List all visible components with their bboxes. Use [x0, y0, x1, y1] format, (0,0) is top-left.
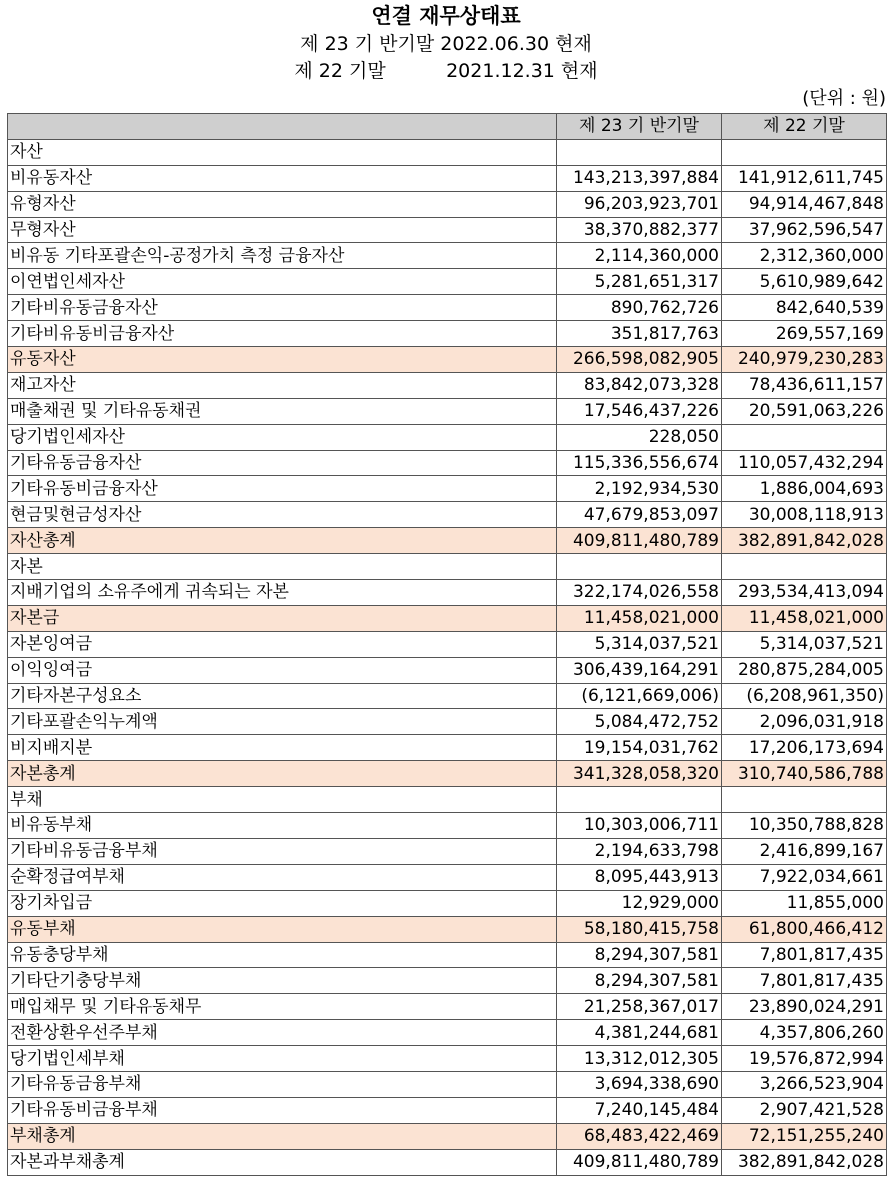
account-label: 기타비유동금융자산: [8, 295, 557, 321]
account-label: 유동부채: [8, 916, 557, 942]
current-period-value: 143,213,397,884: [557, 165, 722, 191]
table-row: [8, 968, 887, 994]
table-row: [8, 631, 887, 657]
prior-period-value: 17,206,173,694: [722, 735, 887, 761]
prior-period-value: 19,576,872,994: [722, 1046, 887, 1072]
account-label: 유동충당부채: [8, 942, 557, 968]
prior-period-value: 72,151,255,240: [722, 1123, 887, 1149]
account-label: 유형자산: [8, 191, 557, 217]
prior-period-value: 23,890,024,291: [722, 994, 887, 1020]
account-label: 비유동 기타포괄손익-공정가치 측정 금융자산: [8, 243, 557, 269]
account-label: 자본금: [8, 605, 557, 631]
prior-period-value: [722, 139, 887, 165]
current-period-value: 11,458,021,000: [557, 605, 722, 631]
account-label: 전환상환우선주부채: [8, 1020, 557, 1046]
account-label: 당기법인세자산: [8, 424, 557, 450]
account-label: 비유동부채: [8, 813, 557, 839]
prior-period-value: 11,855,000: [722, 890, 887, 916]
table-row: [8, 321, 887, 347]
table-row: [8, 217, 887, 243]
current-period-value: 7,240,145,484: [557, 1097, 722, 1123]
table-row: [8, 916, 887, 942]
table-row: [8, 683, 887, 709]
period-current: 제 23 기 반기말 2022.06.30 현재: [300, 33, 592, 55]
account-label: 기타유동비금융자산: [8, 476, 557, 502]
prior-period-value: 11,458,021,000: [722, 605, 887, 631]
account-label: 매출채권 및 기타유동채권: [8, 398, 557, 424]
table-row: [8, 657, 887, 683]
column-header-current: 제 23 기 반기말: [557, 114, 722, 140]
table-row: [8, 269, 887, 295]
current-period-value: 306,439,164,291: [557, 657, 722, 683]
current-period-value: [557, 787, 722, 813]
table-row: [8, 761, 887, 787]
current-period-value: 21,258,367,017: [557, 994, 722, 1020]
balance-sheet-table: [7, 113, 887, 1176]
prior-period-value: 280,875,284,005: [722, 657, 887, 683]
account-label: 자본총계: [8, 761, 557, 787]
current-period-value: 58,180,415,758: [557, 916, 722, 942]
prior-period-value: 2,096,031,918: [722, 709, 887, 735]
table-row: [8, 942, 887, 968]
table-row: [8, 1071, 887, 1097]
table-row: [8, 735, 887, 761]
current-period-value: 68,483,422,469: [557, 1123, 722, 1149]
prior-period-value: 141,912,611,745: [722, 165, 887, 191]
current-period-value: (6,121,669,006): [557, 683, 722, 709]
table-row: [8, 528, 887, 554]
table-row: [8, 605, 887, 631]
prior-period-value: [722, 554, 887, 580]
current-period-value: 8,294,307,581: [557, 968, 722, 994]
table-row: [8, 554, 887, 580]
table-row: [8, 450, 887, 476]
period-prior: 제 22 기말 2021.12.31 현재: [294, 60, 598, 82]
table-row: [8, 347, 887, 373]
table-row: [8, 191, 887, 217]
table-row: [8, 994, 887, 1020]
prior-period-value: 2,416,899,167: [722, 838, 887, 864]
prior-period-value: 5,610,989,642: [722, 269, 887, 295]
prior-period-value: 310,740,586,788: [722, 761, 887, 787]
account-label: 재고자산: [8, 372, 557, 398]
current-period-value: 228,050: [557, 424, 722, 450]
current-period-value: 266,598,082,905: [557, 347, 722, 373]
account-label: 기타유동금융자산: [8, 450, 557, 476]
current-period-value: 5,281,651,317: [557, 269, 722, 295]
account-label: 무형자산: [8, 217, 557, 243]
account-label: 자본: [8, 554, 557, 580]
table-row: [8, 398, 887, 424]
column-header-account: [8, 114, 557, 140]
table-row: [8, 787, 887, 813]
prior-period-value: 2,312,360,000: [722, 243, 887, 269]
account-label: 부채총계: [8, 1123, 557, 1149]
current-period-value: 115,336,556,674: [557, 450, 722, 476]
current-period-value: 341,328,058,320: [557, 761, 722, 787]
account-label: 비유동자산: [8, 165, 557, 191]
account-label: 유동자산: [8, 347, 557, 373]
prior-period-value: 78,436,611,157: [722, 372, 887, 398]
account-label: 기타비유동비금융자산: [8, 321, 557, 347]
account-label: 기타자본구성요소: [8, 683, 557, 709]
table-row: [8, 476, 887, 502]
table-row: [8, 890, 887, 916]
table-row: [8, 838, 887, 864]
account-label: 자본잉여금: [8, 631, 557, 657]
table-row: [8, 139, 887, 165]
table-row: [8, 1123, 887, 1149]
account-label: 지배기업의 소유주에게 귀속되는 자본: [8, 580, 557, 606]
table-row: [8, 1149, 887, 1175]
table-row: [8, 709, 887, 735]
prior-period-value: 382,891,842,028: [722, 1149, 887, 1175]
prior-period-value: 61,800,466,412: [722, 916, 887, 942]
prior-period-value: 94,914,467,848: [722, 191, 887, 217]
current-period-value: 19,154,031,762: [557, 735, 722, 761]
current-period-value: 96,203,923,701: [557, 191, 722, 217]
account-label: 기타비유동금융부채: [8, 838, 557, 864]
current-period-value: 409,811,480,789: [557, 1149, 722, 1175]
prior-period-value: 10,350,788,828: [722, 813, 887, 839]
account-label: 순확정급여부채: [8, 864, 557, 890]
account-label: 기타포괄손익누계액: [8, 709, 557, 735]
current-period-value: 2,194,633,798: [557, 838, 722, 864]
current-period-value: 12,929,000: [557, 890, 722, 916]
current-period-value: 351,817,763: [557, 321, 722, 347]
account-label: 매입채무 및 기타유동채무: [8, 994, 557, 1020]
current-period-value: 3,694,338,690: [557, 1071, 722, 1097]
table-row: [8, 1020, 887, 1046]
prior-period-value: 842,640,539: [722, 295, 887, 321]
current-period-value: 4,381,244,681: [557, 1020, 722, 1046]
prior-period-value: 110,057,432,294: [722, 450, 887, 476]
current-period-value: 409,811,480,789: [557, 528, 722, 554]
prior-period-value: 269,557,169: [722, 321, 887, 347]
table-row: [8, 1046, 887, 1072]
current-period-value: 47,679,853,097: [557, 502, 722, 528]
prior-period-value: 240,979,230,283: [722, 347, 887, 373]
account-label: 당기법인세부채: [8, 1046, 557, 1072]
table-row: [8, 295, 887, 321]
account-label: 기타단기충당부채: [8, 968, 557, 994]
account-label: 자본과부채총계: [8, 1149, 557, 1175]
prior-period-value: 382,891,842,028: [722, 528, 887, 554]
table-row: [8, 864, 887, 890]
current-period-value: 2,192,934,530: [557, 476, 722, 502]
table-header-row: [8, 114, 887, 140]
unit-label: (단위 : 원): [802, 88, 886, 109]
account-label: 부채: [8, 787, 557, 813]
table-row: [8, 424, 887, 450]
statement-title: 연결 재무상태표: [371, 4, 521, 28]
prior-period-value: (6,208,961,350): [722, 683, 887, 709]
table-row: [8, 1097, 887, 1123]
prior-period-value: 37,962,596,547: [722, 217, 887, 243]
current-period-value: 5,084,472,752: [557, 709, 722, 735]
current-period-value: 83,842,073,328: [557, 372, 722, 398]
current-period-value: 10,303,006,711: [557, 813, 722, 839]
column-header-prior: 제 22 기말: [722, 114, 887, 140]
current-period-value: 2,114,360,000: [557, 243, 722, 269]
account-label: 기타유동금융부채: [8, 1071, 557, 1097]
current-period-value: 8,095,443,913: [557, 864, 722, 890]
prior-period-value: 30,008,118,913: [722, 502, 887, 528]
prior-period-value: 7,801,817,435: [722, 968, 887, 994]
account-label: 자산총계: [8, 528, 557, 554]
prior-period-value: 7,801,817,435: [722, 942, 887, 968]
prior-period-value: 4,357,806,260: [722, 1020, 887, 1046]
prior-period-value: 293,534,413,094: [722, 580, 887, 606]
prior-period-value: 1,886,004,693: [722, 476, 887, 502]
current-period-value: 13,312,012,305: [557, 1046, 722, 1072]
account-label: 이연법인세자산: [8, 269, 557, 295]
account-label: 현금및현금성자산: [8, 502, 557, 528]
current-period-value: 5,314,037,521: [557, 631, 722, 657]
prior-period-value: 5,314,037,521: [722, 631, 887, 657]
current-period-value: 8,294,307,581: [557, 942, 722, 968]
prior-period-value: 7,922,034,661: [722, 864, 887, 890]
table-row: [8, 165, 887, 191]
prior-period-value: 20,591,063,226: [722, 398, 887, 424]
current-period-value: 38,370,882,377: [557, 217, 722, 243]
current-period-value: 17,546,437,226: [557, 398, 722, 424]
account-label: 비지배지분: [8, 735, 557, 761]
account-label: 장기차입금: [8, 890, 557, 916]
current-period-value: [557, 554, 722, 580]
prior-period-value: [722, 787, 887, 813]
table-row: [8, 502, 887, 528]
prior-period-value: 3,266,523,904: [722, 1071, 887, 1097]
table-row: [8, 243, 887, 269]
account-label: 자산: [8, 139, 557, 165]
current-period-value: [557, 139, 722, 165]
account-label: 기타유동비금융부채: [8, 1097, 557, 1123]
current-period-value: 890,762,726: [557, 295, 722, 321]
table-body: [8, 139, 887, 1175]
table-row: [8, 813, 887, 839]
prior-period-value: 2,907,421,528: [722, 1097, 887, 1123]
prior-period-value: [722, 424, 887, 450]
current-period-value: 322,174,026,558: [557, 580, 722, 606]
table-row: [8, 580, 887, 606]
account-label: 이익잉여금: [8, 657, 557, 683]
table-row: [8, 372, 887, 398]
